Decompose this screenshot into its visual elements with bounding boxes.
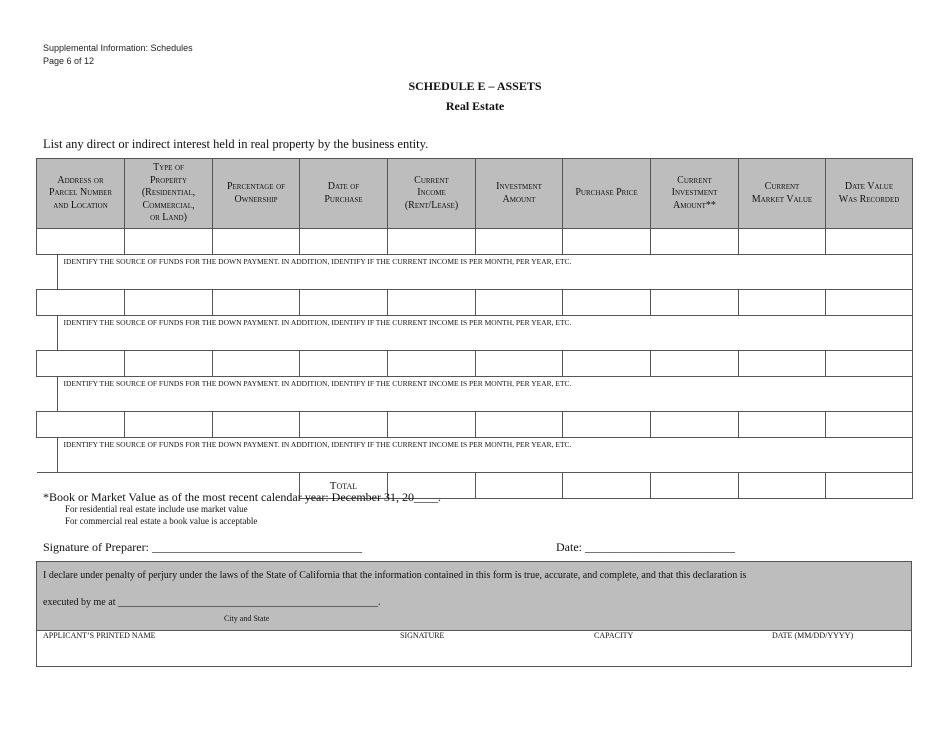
table-cell[interactable] — [826, 229, 913, 255]
declaration-box — [36, 561, 912, 631]
table-header-row — [37, 159, 913, 229]
table-cell[interactable] — [826, 412, 913, 438]
preparer-signature-field[interactable]: Signature of Preparer: ___________________________________ — [43, 540, 362, 554]
intro-text: List any direct or indirect interest held in real property by the business entity. — [43, 137, 429, 151]
column-header: Type of Property (Residential, Commercial, or Land) — [125, 159, 213, 229]
table-cell[interactable] — [300, 290, 388, 316]
signature-label: SIGNATURE — [400, 631, 445, 640]
total-label: Total — [300, 473, 388, 499]
table-cell[interactable] — [213, 229, 300, 255]
column-header: Current Investment Amount** — [651, 159, 739, 229]
table-cell[interactable] — [125, 351, 213, 377]
applicant-date-label: DATE (MM/DD/YYYY) — [772, 631, 854, 640]
table-cell[interactable] — [125, 290, 213, 316]
funds-source-row — [37, 316, 913, 351]
column-header: Date of Purchase — [300, 159, 388, 229]
table-cell[interactable] — [739, 290, 826, 316]
table-row — [37, 412, 913, 438]
declaration-text: I declare under penalty of perjury under the laws of the State of California that the information contained in this form is true, accurate, and complete, and that this declaration is — [43, 570, 747, 581]
total-cell[interactable] — [476, 473, 563, 499]
table-cell[interactable] — [651, 412, 739, 438]
funds-source-note[interactable]: IDENTIFY THE SOURCE OF FUNDS FOR THE DOWN PAYMENT. IN ADDITION, IDENTIFY IF THE CURRENT INCOME IS PER MONTH, PER YEAR, ETC. — [37, 377, 913, 412]
table-cell[interactable] — [476, 351, 563, 377]
footnote: *Book or Market Value as of the most recent calendar year: December 31, 20____. — [43, 490, 441, 504]
table-cell[interactable] — [563, 412, 651, 438]
total-cell[interactable] — [826, 473, 913, 499]
table-cell[interactable] — [476, 229, 563, 255]
table-cell[interactable] — [388, 290, 476, 316]
column-header: Current Income (Rent/Lease) — [388, 159, 476, 229]
column-header: Investment Amount — [476, 159, 563, 229]
table-cell[interactable] — [300, 351, 388, 377]
column-header: Percentage of Ownership — [213, 159, 300, 229]
table-row — [37, 229, 913, 255]
city-state-label: City and State — [224, 614, 270, 623]
table-cell[interactable] — [651, 351, 739, 377]
total-cell[interactable] — [563, 473, 651, 499]
table-cell[interactable] — [476, 412, 563, 438]
schedule-title: SCHEDULE E – ASSETS — [408, 79, 542, 93]
column-header: Purchase Price — [563, 159, 651, 229]
table-cell[interactable] — [739, 229, 826, 255]
table-cell[interactable] — [651, 229, 739, 255]
table-cell[interactable] — [563, 290, 651, 316]
funds-source-row — [37, 255, 913, 290]
table-cell[interactable] — [37, 229, 125, 255]
table-cell[interactable] — [388, 351, 476, 377]
table-cell[interactable] — [213, 351, 300, 377]
page-number: Page 6 of 12 — [43, 56, 95, 66]
total-cell[interactable] — [739, 473, 826, 499]
table-row — [37, 351, 913, 377]
footnote-line-1: For residential real estate include use market value — [65, 504, 248, 514]
table-cell[interactable] — [651, 290, 739, 316]
column-header: Current Market Value — [739, 159, 826, 229]
table-cell[interactable] — [300, 412, 388, 438]
table-cell[interactable] — [388, 412, 476, 438]
funds-source-row — [37, 377, 913, 412]
table-cell[interactable] — [476, 290, 563, 316]
table-cell[interactable] — [739, 351, 826, 377]
funds-source-row — [37, 438, 913, 473]
table-row — [37, 290, 913, 316]
header-section: Supplemental Information: Schedules — [43, 43, 193, 53]
table-cell[interactable] — [739, 412, 826, 438]
schedule-subtitle: Real Estate — [445, 99, 505, 113]
table-cell[interactable] — [125, 412, 213, 438]
applicant-fields-row[interactable] — [36, 629, 912, 667]
funds-source-note[interactable]: IDENTIFY THE SOURCE OF FUNDS FOR THE DOWN PAYMENT. IN ADDITION, IDENTIFY IF THE CURRENT INCOME IS PER MONTH, PER YEAR, ETC. — [37, 255, 913, 290]
executed-at-field[interactable]: executed by me at ____________________________________________________. — [43, 597, 381, 608]
capacity-label: CAPACITY — [594, 631, 634, 640]
table-cell[interactable] — [563, 229, 651, 255]
table-cell[interactable] — [213, 290, 300, 316]
table-cell[interactable] — [826, 290, 913, 316]
funds-source-note[interactable]: IDENTIFY THE SOURCE OF FUNDS FOR THE DOWN PAYMENT. IN ADDITION, IDENTIFY IF THE CURRENT INCOME IS PER MONTH, PER YEAR, ETC. — [37, 316, 913, 351]
table-cell[interactable] — [563, 351, 651, 377]
table-cell[interactable] — [37, 290, 125, 316]
funds-source-note[interactable]: IDENTIFY THE SOURCE OF FUNDS FOR THE DOWN PAYMENT. IN ADDITION, IDENTIFY IF THE CURRENT INCOME IS PER MONTH, PER YEAR, ETC. — [37, 438, 913, 473]
footnote-line-2: For commercial real estate a book value is acceptable — [65, 516, 258, 526]
date-field[interactable]: Date: _________________________ — [556, 540, 735, 554]
table-cell[interactable] — [125, 229, 213, 255]
table-cell[interactable] — [826, 351, 913, 377]
assets-table — [36, 158, 913, 499]
column-header: Address or Parcel Number and Location — [37, 159, 125, 229]
printed-name-label: APPLICANT’S PRINTED NAME — [43, 631, 156, 640]
table-cell[interactable] — [300, 229, 388, 255]
total-cell[interactable] — [651, 473, 739, 499]
table-cell[interactable] — [388, 229, 476, 255]
table-cell[interactable] — [213, 412, 300, 438]
column-header: Date Value Was Recorded — [826, 159, 913, 229]
table-cell[interactable] — [37, 412, 125, 438]
table-cell[interactable] — [37, 351, 125, 377]
